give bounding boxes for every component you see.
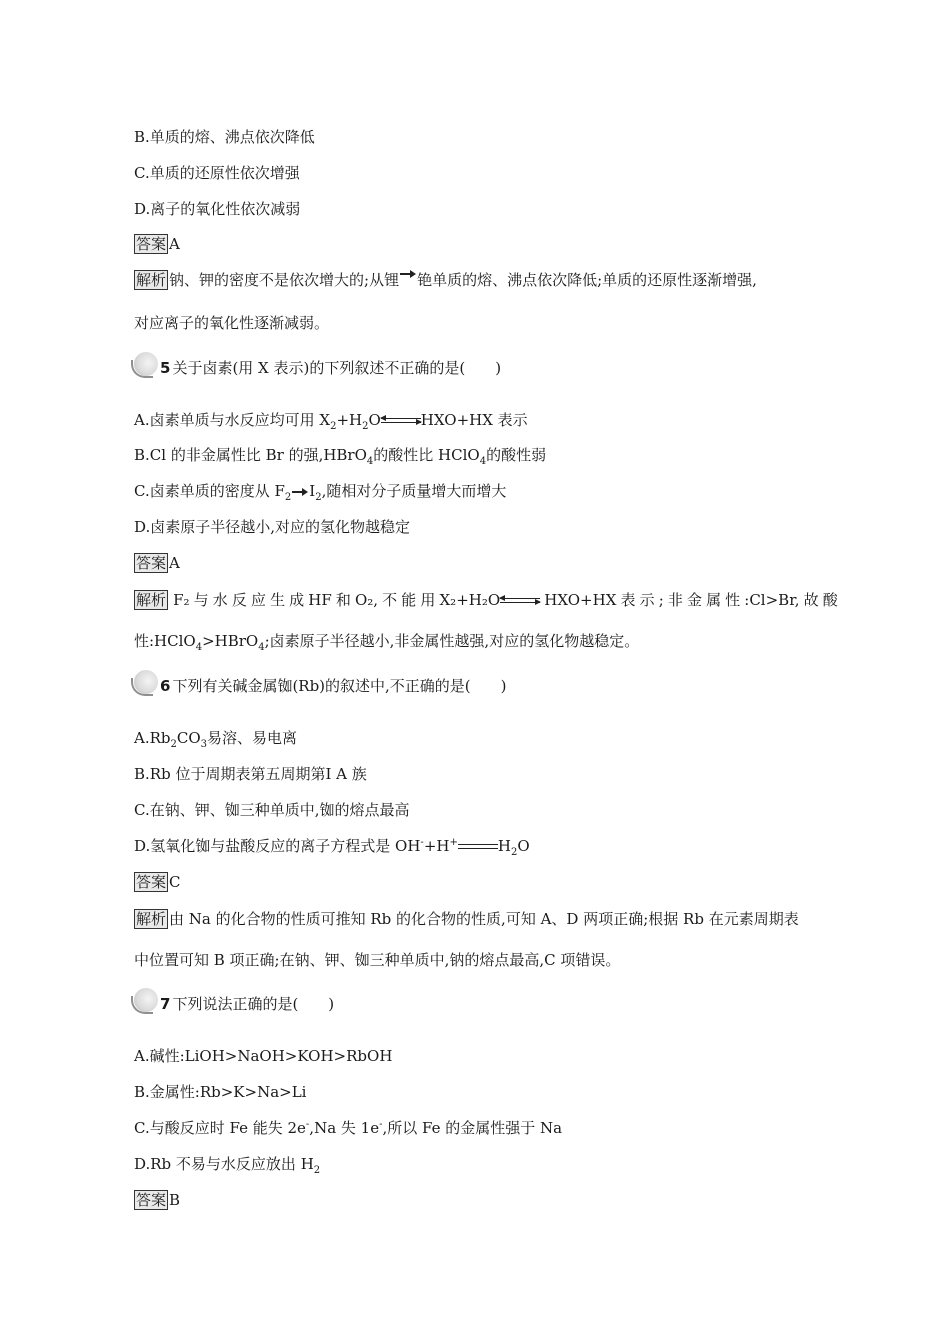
- subscript: 2: [510, 847, 518, 858]
- superscript: -: [420, 837, 424, 848]
- q6-answer: [134, 872, 181, 892]
- answer-value: B: [169, 1191, 181, 1209]
- question-number: 7: [160, 995, 171, 1013]
- q5-analysis-word: 不: [382, 591, 398, 609]
- q5-answer: [134, 553, 180, 573]
- q6-analysis-line-2: 中位置可知 B 项正确;在钠、钾、铷三种单质中,钠的熔点最高,C 项错误。: [134, 951, 621, 969]
- q5-analysis-word: 性: [725, 591, 741, 609]
- subscript: 3: [200, 739, 208, 750]
- q7-stem: [134, 992, 334, 1016]
- q5-a-text: A.卤素单质与水反应均可用 X: [134, 411, 331, 429]
- answer-tag: 答案: [136, 1191, 167, 1209]
- q5-analysis-line-2: [134, 631, 639, 651]
- q5-b-text: 的酸性弱: [486, 446, 547, 464]
- q5-a-text: O: [368, 411, 381, 429]
- q5-analysis-word: :Cl>Br,: [744, 591, 800, 609]
- q5-stem: [134, 356, 501, 380]
- answer-value: C: [169, 873, 181, 891]
- subscript: 2: [330, 421, 337, 432]
- q5-analysis-word: 酸: [822, 591, 838, 609]
- q5-c-text: ,随相对分子质量增大而增大: [321, 482, 507, 500]
- analysis-tag: 解析: [136, 591, 167, 609]
- subscript: 2: [313, 1165, 321, 1176]
- subscript: 2: [170, 739, 177, 750]
- question-number: 6: [160, 677, 171, 695]
- q5-analysis-word: X₂+H₂O: [439, 591, 501, 609]
- q5-b-text: B.Cl 的非金属性比 Br 的强,HBrO: [134, 446, 367, 464]
- analysis-tag: 解析: [136, 910, 167, 928]
- q6-option-d: [134, 836, 530, 856]
- question-text: 下列有关碱金属铷(Rb)的叙述中,不正确的是( ): [172, 677, 507, 695]
- q5-analysis-word: 成: [289, 591, 305, 609]
- q6-option-c: C.在钠、钾、铷三种单质中,铷的熔点最高: [134, 801, 410, 819]
- q5-a-text: +H: [336, 411, 363, 429]
- subscript: 4: [366, 456, 374, 467]
- q7-c-text: ,Na 失 1e: [309, 1119, 380, 1137]
- q4-option-d: D.离子的氧化性依次减弱: [134, 200, 301, 218]
- q5-analysis-word: 能: [401, 591, 417, 609]
- q4-option-c: C.单质的还原性依次增强: [134, 164, 300, 182]
- q4-analysis-text-1: 钠、钾的密度不是依次增大的;从锂: [169, 271, 400, 289]
- arrow-icon: [400, 270, 416, 278]
- q6-d-text: O: [517, 837, 530, 855]
- answer-value: A: [169, 235, 180, 253]
- q5-analysis-word: 和: [335, 591, 351, 609]
- q5-analysis-word: ;: [658, 591, 664, 609]
- q5-option-a: [134, 410, 528, 430]
- answer-value: A: [169, 554, 180, 572]
- q4-analysis-line-2: 对应离子的氧化性逐渐减弱。: [134, 314, 330, 332]
- q7-option-b: B.金属性:Rb>K>Na>Li: [134, 1083, 307, 1101]
- q5-analysis-text: >HBrO: [202, 632, 259, 650]
- q5-b-text: 的酸性比 HClO: [373, 446, 480, 464]
- q5-a-text: HXO+HX 表示: [420, 411, 528, 429]
- q5-analysis-equation: [440, 590, 541, 610]
- subscript: 2: [315, 492, 322, 503]
- equals-sign-icon: [458, 842, 498, 852]
- q5-analysis-text: ;卤素原子半径越小,非金属性越强,对应的氢化物越稳定。: [264, 632, 640, 650]
- answer-tag: 答案: [136, 554, 167, 572]
- q7-c-text: C.与酸反应时 Fe 能失 2e: [134, 1119, 306, 1137]
- q5-option-d: D.卤素原子半径越小,对应的氢化物越稳定: [134, 518, 411, 536]
- q4-answer: [134, 234, 180, 254]
- equilibrium-arrow-icon: [381, 416, 421, 426]
- analysis-tag: 解析: [136, 271, 167, 289]
- q6-d-text: D.氢氧化铷与盐酸反应的离子方程式是 OH: [134, 837, 421, 855]
- question-bubble-icon: [134, 352, 158, 376]
- q6-d-text: +H: [423, 837, 450, 855]
- q5-analysis-word: HXO+HX: [544, 591, 617, 609]
- q6-analysis: [134, 909, 799, 929]
- answer-tag: 答案: [136, 235, 167, 253]
- q6-analysis-text-1: 由 Na 的化合物的性质可推知 Rb 的化合物的性质,可知 A、D 两项正确;根据 Rb 在元素周期表: [169, 910, 799, 928]
- superscript: -: [379, 1119, 383, 1130]
- q6-stem: [134, 674, 507, 698]
- q6-option-b: B.Rb 位于周期表第五周期第Ⅰ A 族: [134, 765, 367, 783]
- question-bubble-icon: [134, 988, 158, 1012]
- q7-answer: [134, 1190, 180, 1210]
- q4-option-b: B.单质的熔、沸点依次降低: [134, 128, 315, 146]
- subscript: 2: [284, 492, 292, 503]
- q5-analysis-word: 示: [639, 591, 655, 609]
- q6-a-text: A.Rb: [134, 729, 171, 747]
- arrow-icon: [292, 488, 308, 496]
- q5-analysis-word: 与: [193, 591, 209, 609]
- q5-analysis-text: 性:HClO: [134, 632, 196, 650]
- q5-analysis-word: 表: [620, 591, 636, 609]
- question-text: 下列说法正确的是( ): [172, 995, 335, 1013]
- q5-analysis-word: F₂: [173, 591, 190, 609]
- q7-option-c: [134, 1118, 562, 1138]
- q5-analysis-word: 水: [212, 591, 228, 609]
- q5-analysis-word: 非: [667, 591, 683, 609]
- q5-c-text: I: [309, 482, 316, 500]
- q5-option-c: [134, 481, 506, 501]
- equilibrium-arrow-icon: [500, 596, 540, 606]
- question-bubble-icon: [134, 670, 158, 694]
- q7-c-text: ,所以 Fe 的金属性强于 Na: [382, 1119, 563, 1137]
- q5-analysis-word: 金: [686, 591, 702, 609]
- q7-d-text: D.Rb 不易与水反应放出 H: [134, 1155, 314, 1173]
- subscript: 4: [195, 642, 203, 653]
- subscript: 4: [258, 642, 265, 653]
- superscript: -: [305, 1119, 310, 1130]
- q5-analysis-word: 反: [231, 591, 247, 609]
- q5-option-b: [134, 445, 546, 465]
- subscript: 2: [362, 421, 369, 432]
- subscript: 4: [479, 456, 487, 467]
- superscript: +: [449, 837, 458, 848]
- q4-analysis: [134, 270, 838, 290]
- q5-analysis: [134, 590, 838, 610]
- q5-analysis-word: 生: [270, 591, 286, 609]
- q5-analysis-word: 故: [803, 591, 819, 609]
- q6-a-text: CO: [176, 729, 201, 747]
- q5-c-text: C.卤素单质的密度从 F: [134, 482, 285, 500]
- question-number: 5: [160, 359, 171, 377]
- q5-analysis-word: O₂,: [354, 591, 379, 609]
- answer-tag: 答案: [136, 873, 167, 891]
- q5-analysis-line-1: [134, 590, 838, 610]
- q6-a-text: 易溶、易电离: [207, 729, 298, 747]
- q5-analysis-word: 应: [250, 591, 266, 609]
- q5-analysis-word: HF: [308, 591, 332, 609]
- q5-analysis-word: 属: [706, 591, 722, 609]
- q7-option-a: A.碱性:LiOH>NaOH>KOH>RbOH: [134, 1047, 393, 1065]
- q4-analysis-text-1b: 铯单质的熔、沸点依次降低;单质的还原性逐渐增强,: [417, 271, 757, 289]
- q5-analysis-word: 用: [420, 591, 436, 609]
- q6-d-text: H: [497, 837, 511, 855]
- question-text: 关于卤素(用 X 表示)的下列叙述不正确的是( ): [172, 359, 502, 377]
- q6-option-a: [134, 728, 297, 748]
- q7-option-d: [134, 1154, 320, 1174]
